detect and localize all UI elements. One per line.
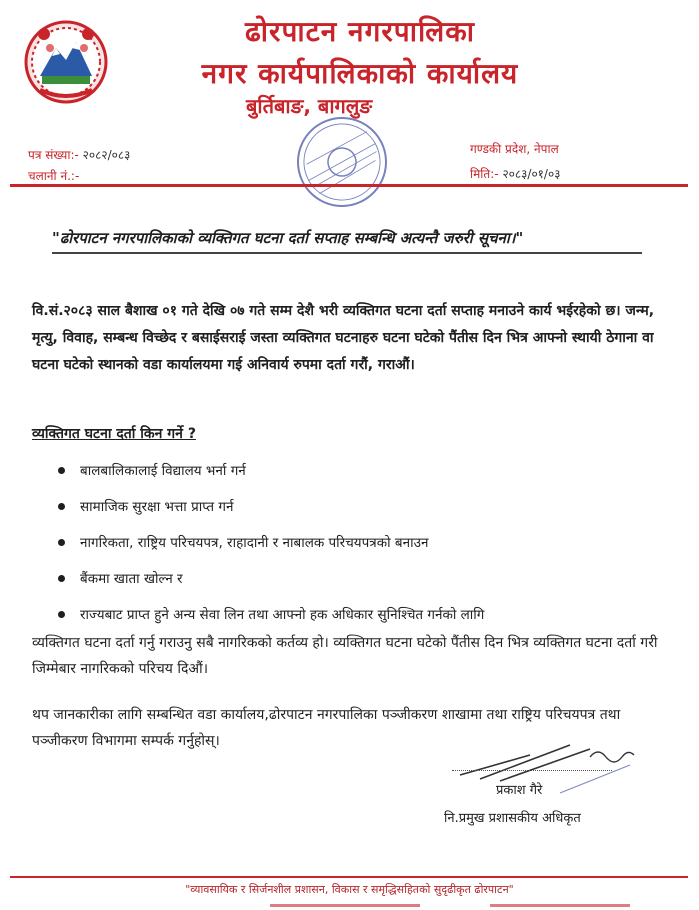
letter-date-value: २०८३/०१/०३: [502, 167, 561, 181]
signatory-name: प्रकाश गैरे: [496, 783, 543, 798]
header-divider: [10, 184, 688, 187]
notice-paragraph-1: वि.सं.२०८३ साल बैशाख ०१ गते देखि ०७ गते सम्म देशै भरी व्यक्तिगत घटना दर्ता सप्ताह मनाउने कार्य भईरहेको छ। जन्म, मृत्यु, विवाह, सम्बन्ध विच्छेद र बसाईसराई जस्ता व्यक्तिगत घटनाहरु घटना घटेको पैंतीस दिन भित्र आफ्नो स्थायी ठेगाना वा घटना घटेको स्थानको वडा कार्यालयमा गई अनिवार्य रुपमा दर्ता गरौं, गराऔं।: [32, 303, 655, 373]
reasons-list: [58, 460, 484, 640]
list-item: बैंकमा खाता खोल्न र: [58, 568, 484, 604]
letter-date: मिति:- २०८३/०१/०३: [470, 167, 561, 181]
list-item: नागरिकता, राष्ट्रिय परिचयपत्र, राहादानी र नाबालक परिचयपत्रको बनाउन: [58, 532, 484, 568]
signature-scribble-icon: [440, 735, 660, 795]
office-name: ढोरपाटन नगरपालिका: [245, 15, 475, 48]
official-stamp-icon: [292, 112, 392, 212]
province-label: गण्डकी प्रदेश, नेपाल: [470, 142, 559, 156]
bullet-icon: [58, 467, 65, 474]
footer-slogan: "व्यावसायिक र सिर्जनशील प्रशासन, विकास र समृद्धिसहितको सुदृढीकृत ढोरपाटन": [185, 883, 514, 896]
reference-number: पत्र संख्या:- २०८२/०८३: [28, 148, 131, 162]
footer-contact-strip-icon: [0, 900, 699, 910]
office-subtitle: नगर कार्यपालिकाको कार्यालय: [201, 57, 519, 90]
why-register-heading: व्यक्तिगत घटना दर्ता किन गर्ने ?: [32, 426, 196, 442]
list-item: राज्यबाट प्राप्त हुने अन्य सेवा लिन तथा आफ्नो हक अधिकार सुनिश्चित गर्नको लागि: [58, 604, 484, 640]
list-item: बालबालिकालाई विद्यालय भर्ना गर्न: [58, 460, 484, 496]
notice-paragraph-2: व्यक्तिगत घटना दर्ता गर्नु गराउनु सबै नागरिकको कर्तव्य हो। व्यक्तिगत घटना घटेको पैंतीस दिन भित्र व्यक्तिगत घटना दर्ता गरी जिम्मेबार नागरिकको परिचय दिऔं।: [32, 635, 658, 677]
bullet-icon: [58, 575, 65, 582]
office-address: बुर्तिबाङ, बागलुङ: [246, 94, 373, 118]
reference-number-value: २०८२/०८३: [82, 148, 131, 162]
signature-line: [452, 770, 612, 771]
notice-paragraph-3: थप जानकारीका लागि सम्बन्धित वडा कार्यालय,ढोरपाटन नगरपालिका पञ्जीकरण शाखामा तथा राष्ट्रिय परिचयपत्र तथा पञ्जीकरण विभागमा सम्पर्क गर्नुहोस्।: [32, 707, 621, 749]
dispatch-number: चलानी नं.:-: [28, 169, 80, 183]
notice-subject: "ढोरपाटन नगरपालिकाको व्यक्तिगत घटना दर्ता सप्ताह सम्बन्धि अत्यन्तै जरुरी सूचना।": [52, 228, 642, 254]
bullet-icon: [58, 539, 65, 546]
footer-divider: [10, 876, 688, 878]
bullet-icon: [58, 611, 65, 618]
bullet-icon: [58, 503, 65, 510]
nepal-emblem-icon: [20, 14, 112, 106]
list-item: सामाजिक सुरक्षा भत्ता प्राप्त गर्न: [58, 496, 484, 532]
signatory-title: नि.प्रमुख प्रशासकीय अधिकृत: [444, 811, 581, 826]
